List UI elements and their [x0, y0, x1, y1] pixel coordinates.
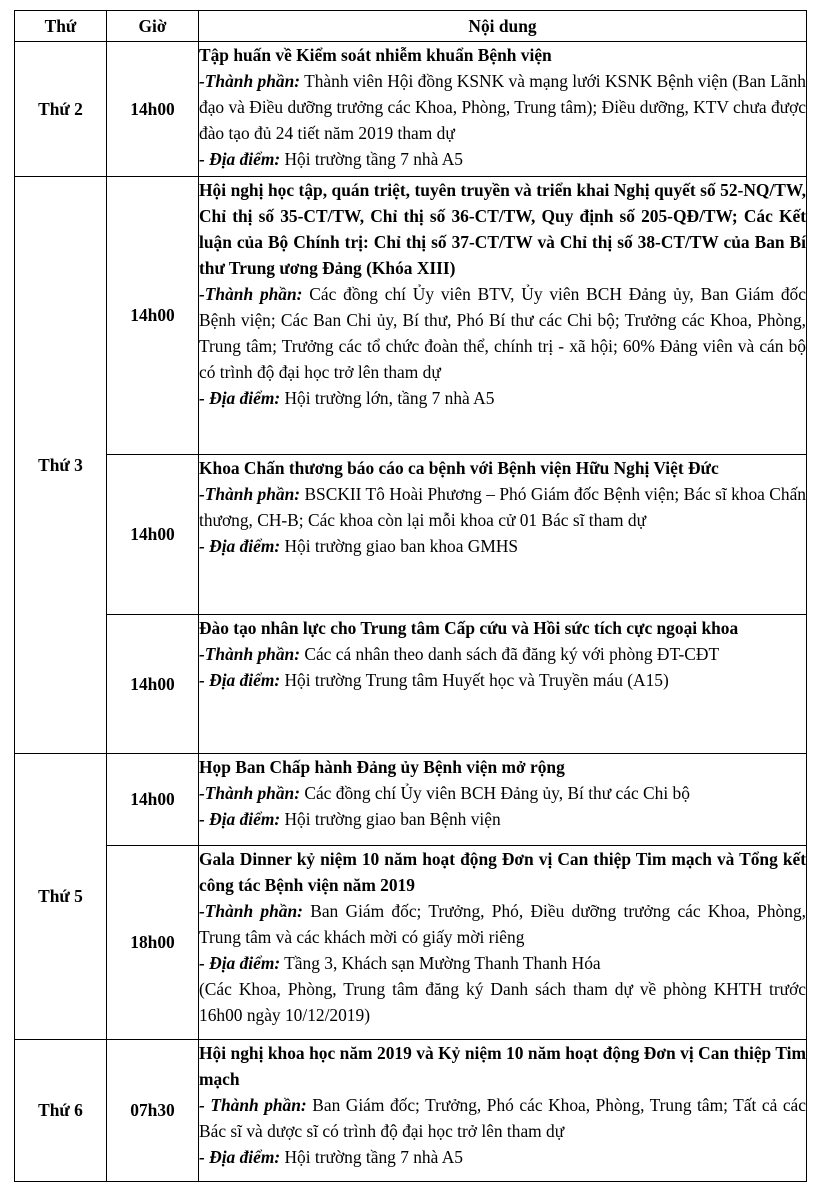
location-prefix: - — [199, 536, 210, 556]
time-cell: 18h00 — [107, 846, 199, 1040]
event-title: Đào tạo nhân lực cho Trung tâm Cấp cứu và Hồi sức tích cực ngoại khoa — [199, 618, 739, 638]
time-cell: 14h00 — [107, 177, 199, 455]
location-text: Hội trường giao ban khoa GMHS — [280, 536, 519, 556]
location-line — [199, 950, 806, 976]
participants-text: BSCKII Tô Hoài Phương – Phó Giám đốc Bệnh viện; Bác sĩ khoa Chấn thương, CH-B; Các khoa còn lại mỗi khoa cử 01 Bác sĩ tham dự — [199, 484, 806, 530]
location-line — [199, 146, 806, 172]
participants-text: Ban Giám đốc; Trưởng, Phó các Khoa, Phòng, Trung tâm; Tất cả các Bác sĩ và dược sĩ có trình độ đại học trở lên tham dự — [199, 1095, 806, 1141]
content-cell — [199, 846, 807, 1040]
content-cell — [199, 455, 807, 615]
participants-text: Các đồng chí Ủy viên BTV, Ủy viên BCH Đảng ủy, Ban Giám đốc Bệnh viện; Các Ban Chi ủy, Bí thư, Phó Bí thư các Chi bộ; Trưởng các Khoa, Phòng, Trung tâm; Trưởng các tổ chức đoàn thể, chính trị - xã hội; 60% Đảng viên và cán bộ có trình độ đại học trở lên tham dự — [199, 284, 806, 382]
location-text: Hội trường lớn, tầng 7 nhà A5 — [280, 388, 495, 408]
table-row — [15, 754, 807, 846]
participants-label: Thành phần: — [204, 284, 303, 304]
time-cell: 14h00 — [107, 42, 199, 177]
table-row — [15, 42, 807, 177]
event-title: Hội nghị học tập, quán triệt, tuyên truyền và triển khai Nghị quyết số 52-NQ/TW, Chỉ thị số 35-CT/TW, Chỉ thị số 36-CT/TW, Quy định số 205-QĐ/TW; Các Kết luận của Bộ Chính trị: Chỉ thị số 37-CT/TW và Chỉ thị số 38-CT/TW của Ban Bí thư Trung ương Đảng (Khóa XIII) — [199, 180, 806, 278]
participants-label: Thành phần: — [204, 484, 301, 504]
location-prefix: - — [199, 1147, 210, 1167]
event-title: Hội nghị khoa học năm 2019 và Kỷ niệm 10 năm hoạt động Đơn vị Can thiệp Tim mạch — [199, 1043, 806, 1089]
participants-line — [199, 68, 806, 146]
participants-prefix: - — [199, 71, 205, 91]
content-cell — [199, 177, 807, 455]
day-cell: Thứ 2 — [15, 42, 107, 177]
content-cell — [199, 1040, 807, 1182]
header-content: Nội dung — [199, 11, 807, 42]
day-cell: Thứ 3 — [15, 177, 107, 754]
event-title: Khoa Chấn thương báo cáo ca bệnh với Bệnh viện Hữu Nghị Việt Đức — [199, 458, 719, 478]
participants-text: Các đồng chí Ủy viên BCH Đảng ủy, Bí thư các Chi bộ — [300, 783, 690, 803]
location-line — [199, 1144, 806, 1170]
participants-prefix: - — [199, 1095, 211, 1115]
participants-prefix: - — [199, 484, 205, 504]
location-label: Địa điểm: — [209, 953, 281, 973]
location-line — [199, 667, 806, 693]
participants-label: Thành phần: — [210, 1095, 307, 1115]
location-label: Địa điểm: — [209, 536, 281, 556]
location-prefix: - — [199, 809, 210, 829]
participants-label: Thành phần: — [204, 644, 301, 664]
location-text: Hội trường tầng 7 nhà A5 — [280, 1147, 463, 1167]
participants-line — [199, 481, 806, 533]
event-title: Tập huấn về Kiểm soát nhiễm khuẩn Bệnh viện — [199, 45, 552, 65]
participants-text: Các cá nhân theo danh sách đã đăng ký với phòng ĐT-CĐT — [300, 644, 720, 664]
header-time: Giờ — [107, 11, 199, 42]
table-row — [15, 177, 807, 455]
participants-prefix: - — [199, 783, 205, 803]
day-cell: Thứ 6 — [15, 1040, 107, 1182]
location-text: Hội trường tầng 7 nhà A5 — [280, 149, 463, 169]
location-label: Địa điểm: — [209, 809, 281, 829]
content-cell — [199, 754, 807, 846]
table-row — [15, 1040, 807, 1182]
location-label: Địa điểm: — [209, 1147, 281, 1167]
participants-prefix: - — [199, 901, 205, 921]
time-cell: 14h00 — [107, 615, 199, 754]
participants-text: Thành viên Hội đồng KSNK và mạng lưới KSNK Bệnh viện (Ban Lãnh đạo và Điều dưỡng trưởng các Khoa, Phòng, Trung tâm); Điều dưỡng, KTV chưa được đào tạo đủ 24 tiết năm 2019 tham dự — [199, 71, 806, 143]
location-line — [199, 533, 806, 559]
participants-label: Thành phần: — [204, 783, 301, 803]
table-header-row — [15, 11, 807, 42]
location-label: Địa điểm: — [209, 670, 281, 690]
location-text: Hội trường Trung tâm Huyết học và Truyền máu (A15) — [280, 670, 669, 690]
participants-line — [199, 1092, 806, 1144]
event-title: Gala Dinner kỷ niệm 10 năm hoạt động Đơn vị Can thiệp Tim mạch và Tổng kết công tác Bệnh viện năm 2019 — [199, 849, 806, 895]
location-prefix: - — [199, 953, 210, 973]
location-label: Địa điểm: — [209, 149, 281, 169]
participants-label: Thành phần: — [204, 901, 303, 921]
time-cell: 14h00 — [107, 754, 199, 846]
content-cell — [199, 42, 807, 177]
table-row — [15, 615, 807, 754]
location-text: Hội trường giao ban Bệnh viện — [280, 809, 501, 829]
header-day: Thứ — [15, 11, 107, 42]
registration-note: (Các Khoa, Phòng, Trung tâm đăng ký Danh sách tham dự về phòng KHTH trước 16h00 ngày 10/12/2019) — [199, 979, 806, 1025]
location-line — [199, 385, 806, 411]
event-title: Họp Ban Chấp hành Đảng ủy Bệnh viện mở rộng — [199, 757, 565, 777]
location-prefix: - — [199, 388, 210, 408]
location-text: Tầng 3, Khách sạn Mường Thanh Thanh Hóa — [280, 953, 601, 973]
content-cell — [199, 615, 807, 754]
participants-text: Ban Giám đốc; Trưởng, Phó, Điều dưỡng trưởng các Khoa, Phòng, Trung tâm và các khách mời có giấy mời riêng — [199, 901, 806, 947]
location-label: Địa điểm: — [209, 388, 281, 408]
participants-label: Thành phần: — [204, 71, 301, 91]
table-row — [15, 846, 807, 1040]
participants-line — [199, 898, 806, 950]
day-cell: Thứ 5 — [15, 754, 107, 1040]
schedule-table — [14, 10, 807, 1182]
time-cell: 07h30 — [107, 1040, 199, 1182]
participants-line — [199, 780, 806, 806]
table-row — [15, 455, 807, 615]
participants-line — [199, 281, 806, 385]
participants-prefix: - — [199, 284, 205, 304]
location-prefix: - — [199, 149, 210, 169]
time-cell: 14h00 — [107, 455, 199, 615]
location-prefix: - — [199, 670, 210, 690]
participants-line — [199, 641, 806, 667]
participants-prefix: - — [199, 644, 205, 664]
location-line — [199, 806, 806, 832]
